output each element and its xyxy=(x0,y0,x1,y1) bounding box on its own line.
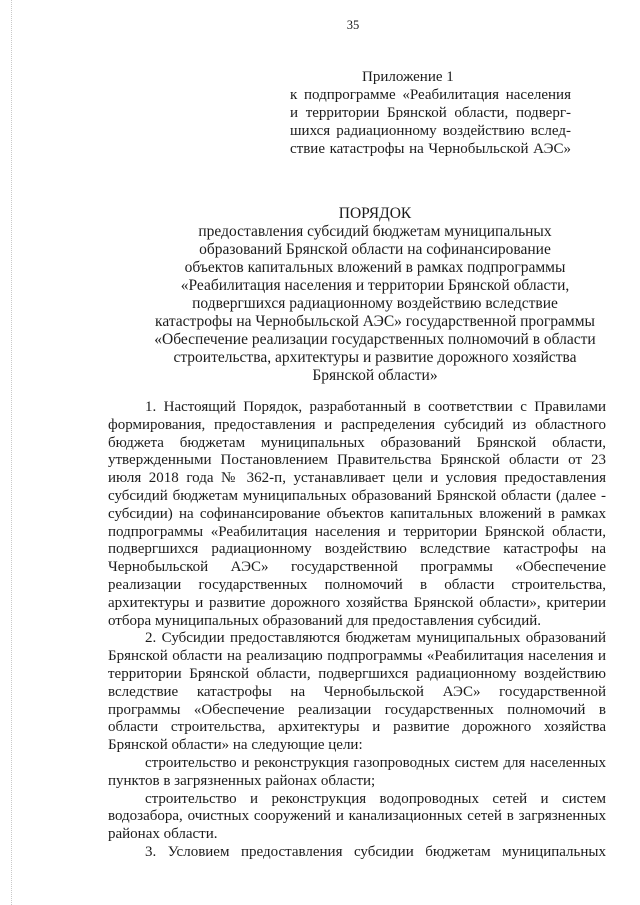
paragraph-2-line: 2. Субсидии предоставляются бюджетам муниципальных образований xyxy=(145,630,606,647)
paragraph-4-line: строительство и реконструкция водопроводных сетей и систем xyxy=(145,790,606,807)
appendix-line: Приложение 1 xyxy=(362,69,454,85)
paragraph-1-line: утвержденными Постановлением Правительства Брянской области от 23 xyxy=(108,452,606,469)
paragraph-1-line: Чернобыльской АЭС» государственной программы «Обеспечение xyxy=(108,559,606,576)
paragraph-1-line: июля 2018 года № 362-п, устанавливает цели и условия предоставления xyxy=(108,470,606,487)
paragraph-1-line: субсидии) на софинансирование объектов капитальных вложений в рамках xyxy=(108,505,606,522)
paragraph-3-line: пунктов в загрязненных районах области; xyxy=(108,772,376,789)
title-line: Брянской области» xyxy=(312,367,438,384)
paragraph-2-line: Брянской области» на следующие цели: xyxy=(108,737,363,754)
appendix-line: шихся радиационному воздействию вслед- xyxy=(290,123,571,139)
paragraph-5-line: 3. Условием предоставления субсидии бюджетам муниципальных xyxy=(145,843,606,860)
title-line: образований Брянской области на софинансирование xyxy=(199,241,551,258)
paragraph-1-line: реализации государственных полномочий в области строительства, xyxy=(108,576,606,593)
title-line: объектов капитальных вложений в рамках подпрограммы xyxy=(184,259,566,276)
body-text xyxy=(108,399,606,862)
paragraph-1-line: формирования, предоставления и распределения субсидий из областного xyxy=(108,416,606,433)
title-heading: ПОРЯДОК xyxy=(338,205,412,222)
paragraph-2-line: области строительства, архитектуры и развитие дорожного хозяйства xyxy=(108,719,606,736)
appendix-note xyxy=(290,68,571,158)
title-line: «Обеспечение реализации государственных полномочий в области xyxy=(154,331,596,348)
title-line: катастрофы на Чернобыльской АЭС» государственной программы xyxy=(155,313,595,330)
title-line: предоставления субсидий бюджетам муниципальных xyxy=(198,223,552,240)
page-number: 35 xyxy=(346,18,360,32)
title-line: «Реабилитация населения и территории Брянской области, xyxy=(180,277,570,294)
title-line: строительства, архитектуры и развитие дорожного хозяйства xyxy=(173,349,577,366)
paragraph-1-line: субсидий бюджетам муниципальных образований Брянской области (далее - xyxy=(108,487,606,504)
scan-edge-artifact xyxy=(11,0,12,905)
paragraph-2-line: вследствие катастрофы на Чернобыльской АЭС» государственной xyxy=(108,683,606,700)
paragraph-4-line: районах области. xyxy=(108,826,218,843)
paragraph-1-line: отбора муниципальных образований для предоставления субсидий. xyxy=(108,612,542,629)
paragraph-2-line: Брянской области на реализацию подпрограммы «Реабилитация населения и xyxy=(108,648,606,665)
paragraph-3-line: строительство и реконструкция газопроводных систем для населенных xyxy=(145,754,606,771)
appendix-line: ствие катастрофы на Чернобыльской АЭС» xyxy=(290,141,571,157)
paragraph-1-line: подпрограммы «Реабилитация населения и территории Брянской области, xyxy=(108,523,606,540)
appendix-line: к подпрограмме «Реабилитация населения xyxy=(290,87,571,103)
paragraph-1-line: архитектуры и развитие дорожного хозяйства Брянской области», критерии xyxy=(108,594,606,611)
document-title xyxy=(125,205,625,385)
appendix-line: и территории Брянской области, подверг- xyxy=(290,105,571,121)
paragraph-1-line: 1. Настоящий Порядок, разработанный в соответствии с Правилами xyxy=(145,399,606,415)
title-line: подвергшихся радиационному воздействию вследствие xyxy=(192,295,558,312)
paragraph-2-line: программы «Обеспечение реализации государственных полномочий в xyxy=(108,701,606,718)
paragraph-1-line: подвергшихся радиационному воздействию вследствие катастрофы на xyxy=(108,541,606,558)
paragraph-1-line: бюджета бюджетам муниципальных образований Брянской области, xyxy=(108,434,606,451)
paragraph-2-line: территории Брянской области, подвергшихся радиационному воздействию xyxy=(108,665,606,682)
paragraph-4-line: водозабора, очистных сооружений и канализационных сетей в загрязненных xyxy=(108,808,606,825)
